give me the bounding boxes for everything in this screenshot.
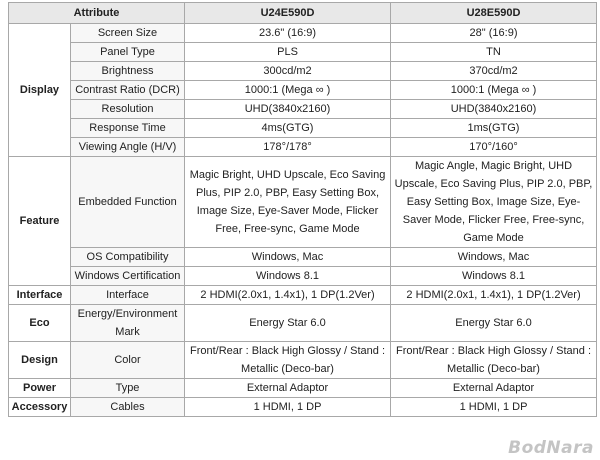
category-power: Power — [9, 379, 71, 398]
table-row — [9, 62, 597, 81]
category-interface: Interface — [9, 286, 71, 305]
value-model-a: 2 HDMI(2.0x1, 1.4x1), 1 DP(1.2Ver) — [185, 286, 391, 305]
value-model-b: Windows, Mac — [391, 248, 597, 267]
value-model-a: 23.6" (16:9) — [185, 24, 391, 43]
attribute-label: Viewing Angle (H/V) — [71, 138, 185, 157]
value-model-b: External Adaptor — [391, 379, 597, 398]
value-model-a: Windows 8.1 — [185, 267, 391, 286]
table-row — [9, 43, 597, 62]
value-model-b: UHD(3840x2160) — [391, 100, 597, 119]
table-row — [9, 100, 597, 119]
attribute-label: Type — [71, 379, 185, 398]
value-model-a: Windows, Mac — [185, 248, 391, 267]
value-model-a: External Adaptor — [185, 379, 391, 398]
value-model-b: Front/Rear : Black High Glossy / Stand : Metallic (Deco-bar) — [391, 342, 597, 379]
watermark-logo: BodNara — [508, 438, 594, 458]
table-row — [9, 305, 597, 342]
value-model-a: 178°/178° — [185, 138, 391, 157]
attribute-label: Screen Size — [71, 24, 185, 43]
attribute-label: Color — [71, 342, 185, 379]
value-model-b: TN — [391, 43, 597, 62]
table-row — [9, 267, 597, 286]
value-model-a: Front/Rear : Black High Glossy / Stand : Metallic (Deco-bar) — [185, 342, 391, 379]
value-model-a: UHD(3840x2160) — [185, 100, 391, 119]
attribute-label: Brightness — [71, 62, 185, 81]
header-row — [9, 3, 597, 24]
attribute-label: OS Compatibility — [71, 248, 185, 267]
attribute-label: Panel Type — [71, 43, 185, 62]
value-model-b: Energy Star 6.0 — [391, 305, 597, 342]
attribute-label: Response Time — [71, 119, 185, 138]
category-eco: Eco — [9, 305, 71, 342]
table-row — [9, 398, 597, 417]
table-row — [9, 248, 597, 267]
value-model-a: Magic Bright, UHD Upscale, Eco Saving Plus, PIP 2.0, PBP, Easy Setting Box, Image Size, Eye-Saver Mode, Flicker Free, Free-sync, Game Mode — [185, 157, 391, 248]
attribute-label: Energy/Environment Mark — [71, 305, 185, 342]
spec-table — [8, 2, 597, 417]
table-row — [9, 157, 597, 248]
table-row — [9, 286, 597, 305]
attribute-label: Resolution — [71, 100, 185, 119]
attribute-label: Contrast Ratio (DCR) — [71, 81, 185, 100]
value-model-b: 1 HDMI, 1 DP — [391, 398, 597, 417]
category-accessory: Accessory — [9, 398, 71, 417]
table-row — [9, 24, 597, 43]
value-model-b: 370cd/m2 — [391, 62, 597, 81]
value-model-b: 1ms(GTG) — [391, 119, 597, 138]
value-model-b: Windows 8.1 — [391, 267, 597, 286]
value-model-b: 1000:1 (Mega ∞ ) — [391, 81, 597, 100]
table-row — [9, 138, 597, 157]
value-model-a: 300cd/m2 — [185, 62, 391, 81]
header-model-b: U28E590D — [391, 3, 597, 24]
value-model-b: 2 HDMI(2.0x1, 1.4x1), 1 DP(1.2Ver) — [391, 286, 597, 305]
value-model-b: 170°/160° — [391, 138, 597, 157]
attribute-label: Embedded Function — [71, 157, 185, 248]
table-row — [9, 379, 597, 398]
category-display: Display — [9, 24, 71, 157]
table-row — [9, 342, 597, 379]
value-model-b: 28" (16:9) — [391, 24, 597, 43]
category-feature: Feature — [9, 157, 71, 286]
value-model-b: Magic Angle, Magic Bright, UHD Upscale, Eco Saving Plus, PIP 2.0, PBP, Easy Setting Box, Image Size, Eye-Saver Mode, Flicker Free, Free-sync, Game Mode — [391, 157, 597, 248]
category-design: Design — [9, 342, 71, 379]
value-model-a: 1 HDMI, 1 DP — [185, 398, 391, 417]
value-model-a: 4ms(GTG) — [185, 119, 391, 138]
header-model-a: U24E590D — [185, 3, 391, 24]
value-model-a: PLS — [185, 43, 391, 62]
value-model-a: Energy Star 6.0 — [185, 305, 391, 342]
attribute-label: Interface — [71, 286, 185, 305]
value-model-a: 1000:1 (Mega ∞ ) — [185, 81, 391, 100]
attribute-label: Windows Certification — [71, 267, 185, 286]
table-row — [9, 119, 597, 138]
attribute-label: Cables — [71, 398, 185, 417]
header-attribute: Attribute — [9, 3, 185, 24]
